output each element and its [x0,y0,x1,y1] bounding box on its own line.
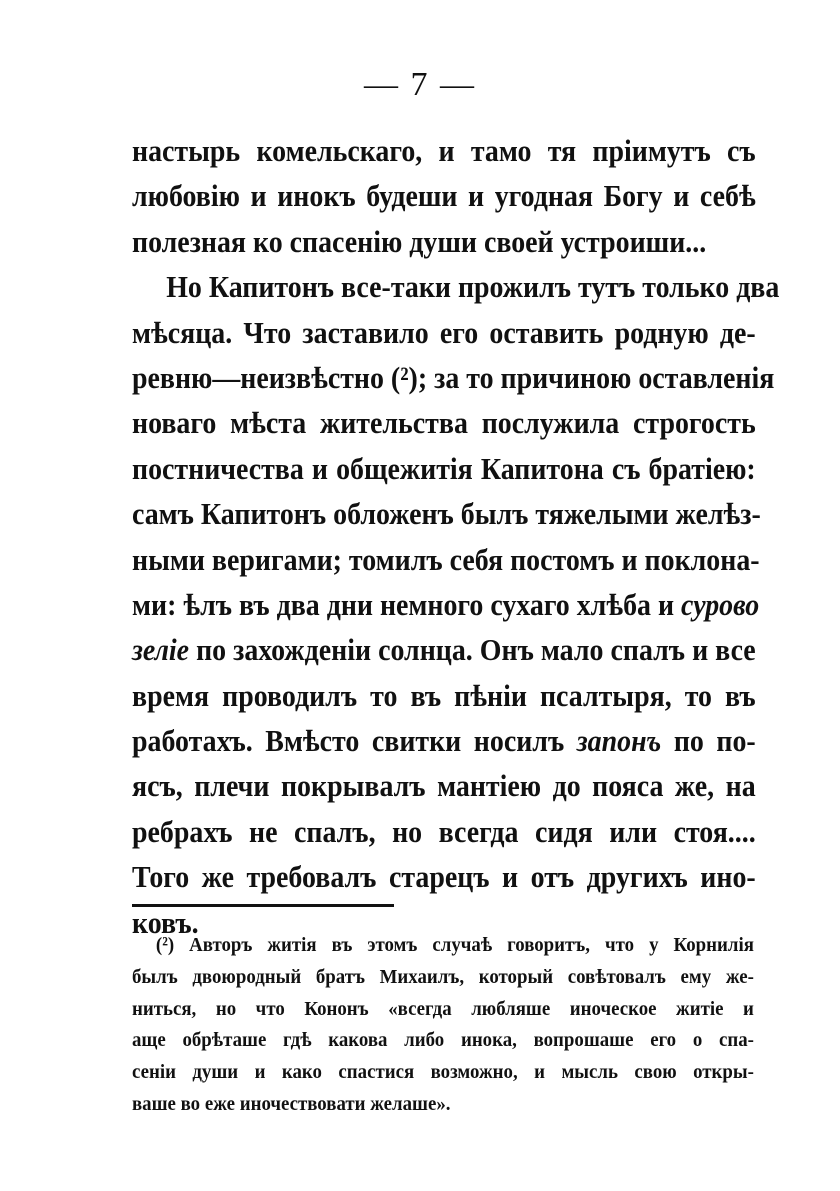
footnote-line: ваше во еже иночествовати желаше». [132,1092,451,1115]
footnote [132,930,754,1121]
text-line: ными веригами; томилъ себя постомъ и поклона- [132,541,760,577]
text-line: время проводилъ то въ пѣніи псалтыря, то въ [132,677,756,713]
text-segment: по по- [661,723,756,759]
text-line: ребрахъ не спалъ, но всегда сидя или стоя.... [132,813,756,849]
text-segment: по захожденіи солнца. Онъ мало спалъ и все [196,632,756,668]
italic-word: сурово [681,586,760,622]
text-line-with-italic [132,627,756,672]
text-line: настырь комельскаго, и тамо тя пріимутъ съ [132,133,756,168]
text-line: самъ Капитонъ обложенъ былъ тяжелыми желѣз- [132,496,761,532]
italic-word: зеліе [132,632,190,668]
text-line: Но Капитонъ все-таки прожилъ тутъ только два [166,269,780,305]
text-segment: ми: ѣлъ въ два дни немного сухаго хлѣба и [132,586,681,622]
text-line: любовію и инокъ будеши и угодная Богу и себѣ [132,178,756,214]
text-line: ковъ. [132,904,199,940]
footnote-line: аще обрѣташе гдѣ какова либо инока, вопрошаше его о спа- [132,1029,754,1052]
text-line: новаго мѣста жительства послужила строгость [132,405,756,441]
footnote-line: ниться, но что Кононъ «всегда любляше иноческое житіе и [132,997,754,1020]
text-segment: работахъ. Вмѣсто свитки носилъ [132,723,577,759]
footnote-line: былъ двоюродный братъ Михаилъ, который совѣтовалъ ему же- [132,965,754,988]
page-number: — 7 — [364,66,476,103]
text-line-with-italic [132,718,756,763]
text-line: ясъ, плечи покрывалъ мантіею до пояса же, на [132,768,756,804]
footnote-divider [132,904,394,907]
text-line: Того же требовалъ старецъ и отъ другихъ ино- [132,859,756,895]
text-line-with-italic [132,582,760,627]
text-line: ревню—неизвѣстно (²); за то причиною оставленія [132,359,775,395]
italic-word: запонъ [576,723,662,759]
text-line: мѣсяца. Что заставило его оставить родную де- [132,314,756,350]
text-line: полезная ко спасенію души своей устроиши... [132,223,707,259]
footnote-line: (²) Авторъ житія въ этомъ случаѣ говоритъ, что у Корнилія [155,934,754,956]
text-line: постничества и общежитія Капитона съ братіею: [132,450,756,486]
footnote-line: сеніи души и како спастися возможно, и мысль свою откры- [132,1061,754,1084]
